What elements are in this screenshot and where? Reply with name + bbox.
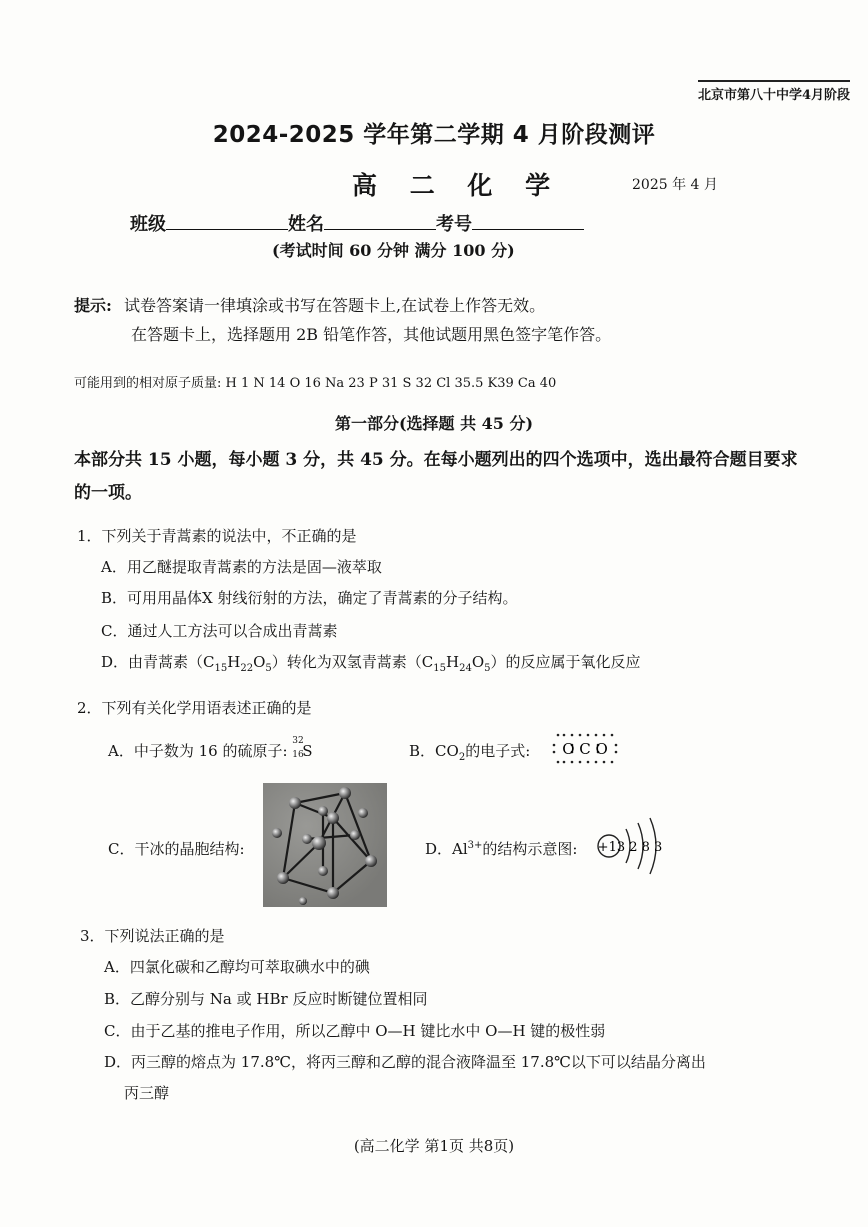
q1-d-f1-on: 5 (265, 663, 272, 674)
q3-option-c: C．由于乙基的推电子作用，所以乙醇中 O—H 键比水中 O—H 键的极性弱 (104, 1022, 606, 1040)
q1-d-f1-o: O (253, 653, 266, 671)
hint-line-2: 在答题卡上，选择题用 2B 铅笔作答，其他试题用黑色签字笔作答。 (131, 325, 612, 344)
al-ion-diagram-text: +13 2 8 3 (597, 840, 663, 855)
co2-lewis-structure (550, 731, 620, 767)
class-label: 班级 (130, 214, 166, 235)
q1-d-f2-on: 5 (484, 663, 491, 674)
q2-option-a (108, 736, 314, 762)
q1-option-a: A．用乙醚提取青蒿素的方法是固—液萃取 (101, 558, 382, 576)
q2-option-d (425, 838, 577, 859)
q1-d-f2-o: O (471, 653, 485, 671)
al-ion-structure-diagram (592, 815, 670, 877)
hint-line-1: 试卷答案请一律填涂或书写在答题卡上,在试卷上作答无效。 (124, 296, 546, 315)
page-footer: (高二化学 第1页 共8页) (353, 1137, 515, 1155)
q1-d-suffix: ）的反应属于氧化反应 (490, 653, 641, 671)
exam-time: (考试时间 60 分钟 满分 100 分) (272, 241, 515, 260)
q1-option-d (101, 651, 641, 674)
isotope-mass-number: 32 (292, 736, 304, 746)
q1-d-f1-hn: 22 (240, 663, 254, 674)
name-label: 姓名 (288, 214, 324, 235)
exam-title: 2024-2025 学年第二学期 4 月阶段测评 (212, 122, 656, 148)
q1-stem: 1．下列关于青蒿素的说法中，不正确的是 (77, 527, 357, 545)
q3-option-b: B．乙醇分别与 Na 或 HBr 反应时断键位置相同 (104, 990, 428, 1008)
student-info-row (130, 210, 584, 236)
part1-description: 本部分共 15 小题，每小题 3 分，共 45 分。在每小题列出的四个选项中，选出最符合题目要求的一项。 (74, 450, 798, 503)
class-blank[interactable] (166, 213, 288, 230)
q2-option-c: C．干冰的晶胞结构: (108, 840, 245, 858)
q1-d-f2-hn: 24 (459, 663, 472, 674)
part1-title: 第一部分(选择题 共 45 分) (334, 414, 534, 433)
q3-option-d-line1: D．丙三醇的熔点为 17.8℃，将丙三醇和乙醇的混合液降温至 17.8℃以下可以结晶分离出 (104, 1053, 706, 1071)
q1-option-c: C．通过人工方法可以合成出青蒿素 (101, 622, 338, 640)
q2-option-b (409, 740, 530, 763)
q3-option-a: A．四氯化碳和乙醇均可萃取碘水中的碘 (104, 958, 370, 976)
q1-d-f2-c: 15 (433, 663, 446, 674)
name-blank[interactable] (324, 213, 436, 230)
q1-d-prefix: D．由青蒿素（C (101, 653, 215, 671)
q2-b-prefix: B．CO (409, 742, 459, 760)
q2-a-text: A．中子数为 16 的硫原子: (108, 742, 288, 760)
dry-ice-unit-cell-image (263, 783, 387, 907)
q1-d-f1-h: H (227, 653, 241, 671)
q2-b-suffix: 的电子式: (465, 742, 531, 760)
q2-d-suffix: 的结构示意图: (482, 840, 578, 858)
q2-b-sub: 2 (458, 752, 466, 763)
exam-no-label: 考号 (436, 214, 472, 235)
isotope-atomic-number: 16 (292, 750, 304, 760)
exam-no-blank[interactable] (472, 213, 584, 230)
q2-d-charge: 3+ (467, 840, 483, 851)
q3-stem: 3．下列说法正确的是 (80, 927, 225, 945)
q1-option-b: B．可用用晶体X 射线衍射的方法，确定了青蒿素的分子结构。 (101, 589, 518, 607)
q1-d-f1-c: 15 (214, 663, 228, 674)
co2-formula-text: O C O (562, 740, 608, 758)
sulfur-isotope-symbol (292, 736, 314, 762)
atomic-masses: 可能用到的相对原子质量: H 1 N 14 O 16 Na 23 P 31 S 32 Cl 35.5 K39 Ca 40 (74, 376, 557, 391)
q1-d-f2-h: H (445, 653, 460, 671)
q1-d-mid: ）转化为双氢青蒿素（C (271, 653, 434, 671)
q3-option-d-line2: 丙三醇 (124, 1084, 170, 1102)
school-stamp: 北京市第八十中学4月阶段 (698, 80, 850, 103)
q2-d-prefix: D．Al (425, 840, 468, 858)
subject-title: 高 二 化 学 (352, 171, 563, 200)
exam-date: 2025 年 4 月 (632, 177, 718, 193)
isotope-element: S (302, 742, 313, 760)
q2-stem: 2．下列有关化学用语表述正确的是 (77, 699, 312, 717)
hint-label: 提示: (74, 296, 112, 315)
